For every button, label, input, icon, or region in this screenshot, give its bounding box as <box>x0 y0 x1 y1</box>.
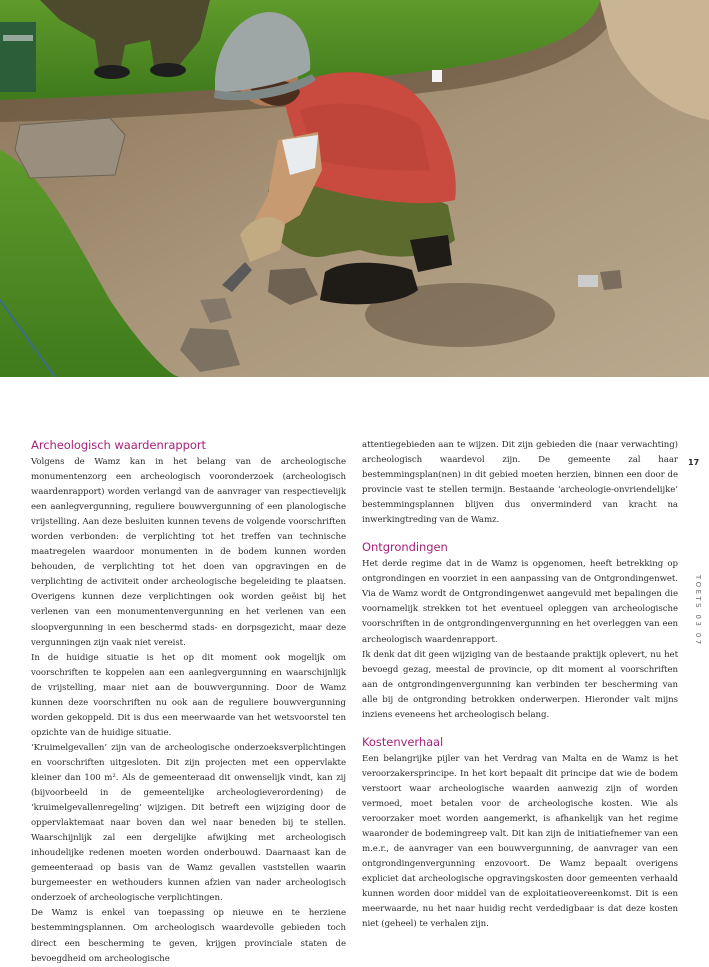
paragraph: Volgens de Wamz kan in het belang van de archeologische monumentenzorg een archeologisch vooronderzoek (archeologisch waardenrapport) worden verlangd van de aanvrager van respectievelijk een aanlegvergunning, reguliere bouwvergunning of een planologische vrijstelling. Aan deze besluiten kunnen tevens de volgende voorschriften worden verbonden: de verplichting tot het treffen van technische maatregelen waardoor monumenten in de bodem kunnen worden behouden, de verplichting tot het doen van opgravingen en de verplichting de activiteit onder archeologische begeleiding te plaatsen. Overigens kunnen deze verplichtingen ook worden geëist bij het verlenen van een monumentenvergunning en het verlenen van een sloopvergunning in een beschermd stads- en dorpsgezicht, maar deze vergunningen zijn vaak niet vereist. <box>31 457 346 648</box>
photo-image-icon <box>0 0 709 377</box>
paragraph: In de huidige situatie is het op dit moment ook mogelijk om voorschriften te koppelen aan een aanlegvergunning en waarschijnlijk de vrijstelling, maar niet aan de bouwvergunning. Door de Wamz kunnen deze voorschriften nu ook aan de reguliere bouwvergunning worden gekoppeld. Dit is dus een meerwaarde van het wetsvoorstel ten opzichte van de huidige situatie. <box>31 652 346 738</box>
paragraph: attentiegebieden aan te wijzen. Dit zijn gebieden die (naar verwachting) archeologisch waardevol zijn. De gemeente zal haar bestemmingsplan(nen) in dit gebied moeten herzien, binnen een door de provincie vast te stellen termijn. Bestaande ‘archeologie-onvriendelijke’ bestemmingsplannen blijven dus onverminderd van kracht na inwerkingtreding van de Wamz. <box>362 440 678 526</box>
section-heading-ontgrondingen: Ontgrondingen <box>362 540 448 555</box>
section-heading-archeologisch-waardenrapport: Archeologisch waardenrapport <box>31 438 206 452</box>
paragraph: Een belangrijke pijler van het Verdrag van Malta en de Wamz is het veroorzakersprincipe. In het kort bepaalt dit principe dat wie de bodem verstoort waar archeologische waarden aanwezig zijn of worden vermoed, moet betalen voor de archeologische kosten. Wie als veroorzaker moet worden aangemerkt, is afhankelijk van het regime waaronder de bodemingreep valt. Dit kan zijn de initiatiefnemer van een m.e.r., de aanvrager van een bouwvergunning, de aanvrager van een ontgrondingenvergunning enzovoort. De Wamz bepaalt overigens expliciet dat archeologische opgravingskosten door gemeenten verhaald kunnen worden door middel van de exploitatieovereenkomst. Dit is een meerwaarde, nu het naar huidig recht verdedigbaar is dat deze kosten niet (geheel) te verhalen zijn. <box>362 753 678 930</box>
left-column <box>31 438 346 967</box>
running-header: TOETS 03 07 <box>694 575 702 647</box>
paragraph: Ik denk dat dit geen wijziging van de bestaande praktijk oplevert, nu het bevoegd gezag, meestal de provincie, op dit moment al voorschriften aan de ontgrondingenvergunning kan verbinden ter bescherming van alle bij de ontgronding betrokken onderwerpen. Hieronder valt mijns inziens eveneens het archeologisch belang. <box>362 649 678 720</box>
section-heading-kostenverhaal: Kostenverhaal <box>362 734 444 749</box>
excavation-photo <box>0 0 709 377</box>
right-column <box>362 438 678 932</box>
page-number: 17 <box>688 458 700 467</box>
paragraph: ‘Kruimelgevallen’ zijn van de archeologische onderzoeksverplichtingen en voorschriften uitgesloten. Dit zijn projecten met een oppervlakte kleiner dan 100 m². Als de gemeenteraad dit onwenselijk vindt, kan zij (bijvoorbeeld in de gemeentelijke archeologieverordening) de ‘kruimelgevallenregeling’ wijzigen. Dit betreft een wijziging door de oppervlaktemaat naar boven dan wel naar beneden bij te stellen. Waarschijnlijk zal een dergelijke afwijking met archeologisch inhoudelijke redenen moeten worden onderbouwd. Daarnaast kan de gemeenteraad op basis van de Wamz gevallen vaststellen waarin burgemeester en wethouders kunnen afzien van nader archeologisch onderzoek of archeologische verplichtingen. <box>31 742 346 904</box>
paragraph: De Wamz is enkel van toepassing op nieuwe en te herziene bestemmingsplannen. Om archeologisch waardevolle gebieden toch direct een bescherming te geven, krijgen provinciale staten de bevoegdheid om archeologische <box>31 908 346 964</box>
paragraph: Het derde regime dat in de Wamz is opgenomen, heeft betrekking op ontgrondingen en voorziet in een aanpassing van de Ontgrondingenwet. Via de Wamz wordt de Ontgrondingenwet aangevuld met bepalingen die voornamelijk strekken tot het eventueel opleggen van archeologische voorschriften in de ontgrondingenvergunning en het overleggen van een archeologisch waardenrapport. <box>362 559 678 645</box>
